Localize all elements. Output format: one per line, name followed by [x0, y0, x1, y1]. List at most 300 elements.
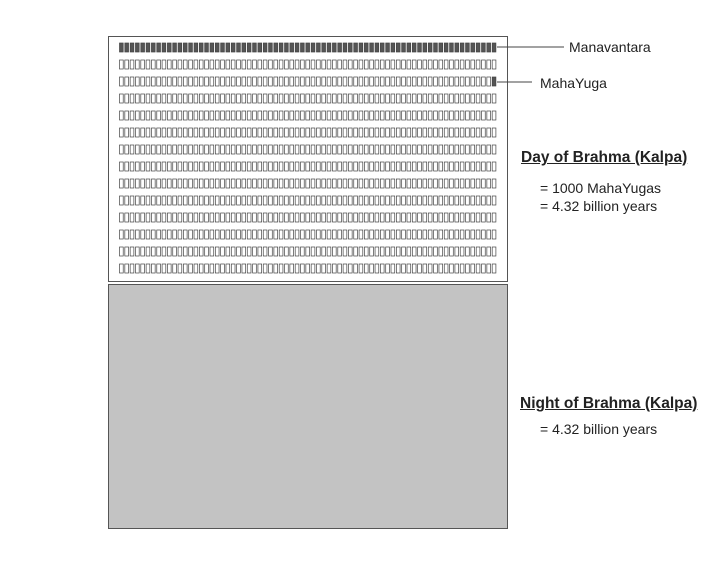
manavantara-cell [482, 43, 486, 52]
mahayuga-cell [231, 94, 235, 103]
mahayuga-cell [183, 60, 187, 69]
mahayuga-cell [167, 162, 171, 171]
mahayuga-cell [253, 94, 257, 103]
mahayuga-cell [322, 162, 326, 171]
mahayuga-cell [120, 264, 124, 273]
mahayuga-cell [247, 111, 251, 120]
mahayuga-cell [125, 94, 129, 103]
mahayuga-cell [151, 179, 155, 188]
mahayuga-cell [428, 77, 432, 86]
mahayuga-cell [444, 196, 448, 205]
mahayuga-cell [460, 213, 464, 222]
mahayuga-cell [412, 111, 416, 120]
mahayuga-cell [412, 77, 416, 86]
mahayuga-cell [338, 128, 342, 137]
mahayuga-cell [306, 145, 310, 154]
mahayuga-cell [130, 77, 134, 86]
mahayuga-cell [237, 60, 241, 69]
mahayuga-cell [205, 94, 209, 103]
mahayuga-cell [269, 230, 273, 239]
day-frame [109, 37, 508, 282]
mahayuga-cell [354, 162, 358, 171]
mahayuga-cell [210, 111, 214, 120]
mahayuga-cell [466, 230, 470, 239]
mahayuga-cell [338, 264, 342, 273]
mahayuga-cell [274, 196, 278, 205]
mahayuga-cell [348, 60, 352, 69]
mahayuga-cell [237, 264, 241, 273]
mahayuga-cell [247, 213, 251, 222]
mahayuga-cell [450, 179, 454, 188]
mahayuga-cell [199, 60, 203, 69]
mahayuga-cell [247, 264, 251, 273]
mahayuga-cell [370, 162, 374, 171]
manavantara-cell [141, 43, 145, 52]
mahayuga-cell [375, 145, 379, 154]
mahayuga-cell [322, 111, 326, 120]
mahayuga-cell [364, 77, 368, 86]
mahayuga-cell [263, 230, 267, 239]
mahayuga-cell [157, 230, 161, 239]
mahayuga-cell [215, 196, 219, 205]
mahayuga-cell [226, 77, 230, 86]
mahayuga-cell [450, 77, 454, 86]
mahayuga-cell [231, 60, 235, 69]
mahayuga-cell [194, 145, 198, 154]
mahayuga-cell [173, 230, 177, 239]
mahayuga-cell [210, 162, 214, 171]
mahayuga-cell [162, 111, 166, 120]
mahayuga-cell [183, 128, 187, 137]
mahayuga-cell [141, 128, 145, 137]
mahayuga-cell [189, 247, 193, 256]
mahayuga-cell [412, 162, 416, 171]
manavantara-cell [338, 43, 342, 52]
mahayuga-cell [135, 94, 139, 103]
manavantara-cell [135, 43, 139, 52]
mahayuga-cell [396, 230, 400, 239]
mahayuga-cell [210, 145, 214, 154]
mahayuga-cell [316, 77, 320, 86]
mahayuga-cell [439, 264, 443, 273]
mahayuga-cell [199, 145, 203, 154]
mahayuga-cell [482, 213, 486, 222]
mahayuga-cell [375, 247, 379, 256]
mahayuga-cell [444, 77, 448, 86]
mahayuga-cell [130, 60, 134, 69]
mahayuga-cell [141, 196, 145, 205]
mahayuga-cell [173, 264, 177, 273]
manavantara-cell [316, 43, 320, 52]
mahayuga-cell [301, 247, 305, 256]
mahayuga-cell [247, 179, 251, 188]
mahayuga-cell [199, 196, 203, 205]
mahayuga-cell [316, 111, 320, 120]
mahayuga-cell [439, 213, 443, 222]
mahayuga-cell [444, 162, 448, 171]
mahayuga-cell [407, 145, 411, 154]
manavantara-cell [402, 43, 406, 52]
mahayuga-cell [407, 179, 411, 188]
mahayuga-cell [311, 111, 315, 120]
mahayuga-cell [162, 179, 166, 188]
mahayuga-cell [439, 179, 443, 188]
mahayuga-cell [210, 94, 214, 103]
mahayuga-cell [439, 94, 443, 103]
manavantara-cell [157, 43, 161, 52]
mahayuga-cell [189, 60, 193, 69]
mahayuga-cell [237, 77, 241, 86]
mahayuga-cell [402, 196, 406, 205]
mahayuga-cell [428, 111, 432, 120]
mahayuga-cell [146, 128, 150, 137]
mahayuga-cell [359, 128, 363, 137]
mahayuga-cell [162, 213, 166, 222]
mahayuga-cell [380, 196, 384, 205]
mahayuga-cell [311, 162, 315, 171]
mahayuga-cell [418, 179, 422, 188]
mahayuga-cell [285, 128, 289, 137]
mahayuga-cell [279, 94, 283, 103]
mahayuga-cell [183, 196, 187, 205]
mahayuga-cell [343, 196, 347, 205]
mahayuga-cell [364, 162, 368, 171]
mahayuga-cell [226, 60, 230, 69]
mahayuga-cell [253, 179, 257, 188]
mahayuga-cell [402, 264, 406, 273]
mahayuga-cell [434, 230, 438, 239]
mahayuga-cell [120, 77, 124, 86]
night-heading: Night of Brahma (Kalpa) [520, 395, 698, 412]
mahayuga-cell [135, 145, 139, 154]
manavantara-cell [354, 43, 358, 52]
mahayuga-cell [226, 264, 230, 273]
mahayuga-cell [471, 247, 475, 256]
mahayuga-cell [178, 111, 182, 120]
mahayuga-cell [253, 77, 257, 86]
mahayuga-cell [370, 145, 374, 154]
mahayuga-cell [120, 213, 124, 222]
mahayuga-cell [418, 60, 422, 69]
mahayuga-cell [391, 213, 395, 222]
day-line-1: = 1000 MahaYugas [540, 180, 662, 196]
mahayuga-cell [226, 128, 230, 137]
mahayuga-cell [455, 213, 459, 222]
mahayuga-cell [242, 111, 246, 120]
mahayuga-cell [285, 230, 289, 239]
mahayuga-cell [274, 128, 278, 137]
mahayuga-cell [487, 60, 491, 69]
mahayuga-cell [343, 213, 347, 222]
mahayuga-cell [407, 77, 411, 86]
mahayuga-cell [221, 77, 225, 86]
mahayuga-cell [183, 179, 187, 188]
mahayuga-cell [253, 264, 257, 273]
mahayuga-cell [189, 145, 193, 154]
mahayuga-cell [306, 77, 310, 86]
mahayuga-cell [386, 179, 390, 188]
mahayuga-cell [263, 213, 267, 222]
manavantara-cell [428, 43, 432, 52]
mahayuga-cell [151, 145, 155, 154]
mahayuga-cell [450, 247, 454, 256]
mahayuga-cell [343, 264, 347, 273]
mahayuga-cell [173, 77, 177, 86]
mahayuga-cell [311, 77, 315, 86]
mahayuga-cell [295, 179, 299, 188]
mahayuga-cell [221, 264, 225, 273]
mahayuga-cell [460, 179, 464, 188]
mahayuga-cell [125, 128, 129, 137]
mahayuga-cell [263, 247, 267, 256]
mahayuga-cell [274, 213, 278, 222]
mahayuga-cell [194, 60, 198, 69]
mahayuga-cell [146, 264, 150, 273]
mahayuga-cell [327, 162, 331, 171]
mahayuga-cell [439, 247, 443, 256]
mahayuga-cell [120, 128, 124, 137]
mahayuga-cell [183, 111, 187, 120]
manavantara-cell [396, 43, 400, 52]
mahayuga-cell [141, 111, 145, 120]
mahayuga-cell [237, 162, 241, 171]
mahayuga-cell [189, 162, 193, 171]
mahayuga-cell [380, 94, 384, 103]
mahayuga-cell [221, 213, 225, 222]
mahayuga-cell [364, 179, 368, 188]
mahayuga-cell [466, 77, 470, 86]
mahayuga-cell [386, 162, 390, 171]
mahayuga-cell [167, 111, 171, 120]
mahayuga-cell [146, 77, 150, 86]
mahayuga-cell [492, 230, 496, 239]
mahayuga-cell [306, 247, 310, 256]
mahayuga-cell [231, 196, 235, 205]
mahayuga-cell [412, 179, 416, 188]
mahayuga-cell [167, 213, 171, 222]
mahayuga-cell [476, 162, 480, 171]
mahayuga-cell [221, 128, 225, 137]
manavantara-cell [242, 43, 246, 52]
mahayuga-cell [354, 60, 358, 69]
mahayuga-cell [221, 162, 225, 171]
mahayuga-cell [407, 94, 411, 103]
mahayuga-cell [274, 77, 278, 86]
mahayuga-cell [146, 213, 150, 222]
mahayuga-cell [359, 213, 363, 222]
mahayuga-cell [135, 179, 139, 188]
mahayuga-cell [285, 179, 289, 188]
mahayuga-cell [157, 213, 161, 222]
mahayuga-cell [237, 196, 241, 205]
mahayuga-cell [466, 162, 470, 171]
mahayuga-cell [487, 264, 491, 273]
mahayuga-cell [215, 230, 219, 239]
mahayuga-cell [151, 162, 155, 171]
mahayuga-cell [167, 230, 171, 239]
mahayuga-cell [450, 213, 454, 222]
mahayuga-cell [428, 128, 432, 137]
mahayuga-cell [157, 94, 161, 103]
mahayuga-cell [375, 264, 379, 273]
mahayuga-cell [279, 196, 283, 205]
mahayuga-cell [343, 179, 347, 188]
mahayuga-cell [471, 196, 475, 205]
mahayuga-cell [157, 247, 161, 256]
mahayuga-cell [231, 179, 235, 188]
mahayuga-cell [178, 162, 182, 171]
mahayuga-cell [205, 247, 209, 256]
mahayuga-cell [274, 247, 278, 256]
mahayuga-cell [391, 162, 395, 171]
mahayuga-cell [242, 213, 246, 222]
mahayuga-cell [301, 60, 305, 69]
mahayuga-cell [178, 196, 182, 205]
mahayuga-cell [364, 60, 368, 69]
mahayuga-cell [338, 196, 342, 205]
mahayuga-cell [274, 111, 278, 120]
mahayuga-cell [338, 230, 342, 239]
mahayuga-cell [178, 230, 182, 239]
mahayuga-cell [482, 77, 486, 86]
mahayuga-cell [348, 77, 352, 86]
mahayuga-cell [295, 196, 299, 205]
mahayuga-cell [183, 94, 187, 103]
mahayuga-cell [231, 111, 235, 120]
mahayuga-cell [386, 77, 390, 86]
mahayuga-cell [338, 247, 342, 256]
manavantara-cell [407, 43, 411, 52]
mahayuga-cell [279, 247, 283, 256]
manavantara-cell [285, 43, 289, 52]
mahayuga-cell [189, 94, 193, 103]
mahayuga-cell [295, 162, 299, 171]
mahayuga-cell [231, 230, 235, 239]
mahayuga-cell [226, 179, 230, 188]
mahayuga-cell [332, 60, 336, 69]
mahayuga-cell [290, 196, 294, 205]
mahayuga-cell [205, 230, 209, 239]
mahayuga-cell [476, 247, 480, 256]
mahayuga-cell [258, 94, 262, 103]
mahayuga-cell [348, 145, 352, 154]
mahayuga-cell [189, 179, 193, 188]
mahayuga-cell [151, 128, 155, 137]
mahayuga-cell [183, 230, 187, 239]
mahayuga-cell [311, 145, 315, 154]
mahayuga-cell [444, 94, 448, 103]
mahayuga-cell [167, 264, 171, 273]
mahayuga-cell [402, 145, 406, 154]
manavantara-cell [120, 43, 124, 52]
mahayuga-cell [407, 162, 411, 171]
mahayuga-cell [295, 145, 299, 154]
mahayuga-cell [285, 145, 289, 154]
mahayuga-cell [263, 94, 267, 103]
mahayuga-cell [157, 128, 161, 137]
mahayuga-cell [205, 60, 209, 69]
mahayuga-cell [476, 111, 480, 120]
mahayuga-cell [364, 94, 368, 103]
mahayuga-cell [354, 94, 358, 103]
mahayuga-cell [348, 264, 352, 273]
mahayuga-cell [135, 111, 139, 120]
mahayuga-cell [471, 162, 475, 171]
mahayuga-cell [354, 196, 358, 205]
mahayuga-cell [327, 111, 331, 120]
mahayuga-cell [450, 264, 454, 273]
mahayuga-cell [290, 230, 294, 239]
mahayuga-cell [205, 213, 209, 222]
mahayuga-cell [423, 247, 427, 256]
mahayuga-cell [455, 94, 459, 103]
mahayuga-cell [178, 247, 182, 256]
mahayuga-cell [482, 179, 486, 188]
mahayuga-cell [412, 128, 416, 137]
mahayuga-cell [418, 213, 422, 222]
mahayuga-cell [183, 264, 187, 273]
mahayuga-cell [141, 213, 145, 222]
mahayuga-cell [391, 264, 395, 273]
mahayuga-cell [487, 247, 491, 256]
mahayuga-cell [466, 145, 470, 154]
mahayuga-cell [306, 179, 310, 188]
mahayuga-cell [125, 247, 129, 256]
mahayuga-cell [258, 128, 262, 137]
mahayuga-cell [290, 179, 294, 188]
mahayuga-cell [348, 111, 352, 120]
manavantara-cell [444, 43, 448, 52]
mahayuga-cell [332, 213, 336, 222]
mahayuga-cell [199, 264, 203, 273]
mahayuga-cell [274, 264, 278, 273]
mahayuga-cell [253, 128, 257, 137]
mahayuga-cell [348, 230, 352, 239]
mahayuga-cell [364, 213, 368, 222]
mahayuga-cell [316, 230, 320, 239]
mahayuga-cell [274, 145, 278, 154]
mahayuga-cell [221, 94, 225, 103]
mahayuga-cell [221, 145, 225, 154]
mahayuga-cell [434, 111, 438, 120]
mahayuga-cell [444, 230, 448, 239]
manavantara-cell [370, 43, 374, 52]
mahayuga-cell [311, 128, 315, 137]
manavantara-cell [359, 43, 363, 52]
mahayuga-cell [396, 264, 400, 273]
mahayuga-cell [466, 247, 470, 256]
mahayuga-cell [338, 213, 342, 222]
mahayuga-cell [247, 60, 251, 69]
mahayuga-cell [285, 162, 289, 171]
mahayuga-cell [258, 179, 262, 188]
mahayuga-cell [444, 128, 448, 137]
mahayuga-cell [146, 179, 150, 188]
mahayuga-cell [194, 128, 198, 137]
manavantara-cell [492, 43, 496, 52]
mahayuga-cell [439, 128, 443, 137]
mahayuga-cell [407, 247, 411, 256]
mahayuga-cell [301, 111, 305, 120]
mahayuga-cell [263, 264, 267, 273]
mahayuga-cell [311, 94, 315, 103]
mahayuga-cell [460, 77, 464, 86]
mahayuga-cell [210, 179, 214, 188]
mahayuga-cell [439, 196, 443, 205]
mahayuga-cell [450, 145, 454, 154]
mahayuga-cell [162, 145, 166, 154]
mahayuga-cell [482, 247, 486, 256]
